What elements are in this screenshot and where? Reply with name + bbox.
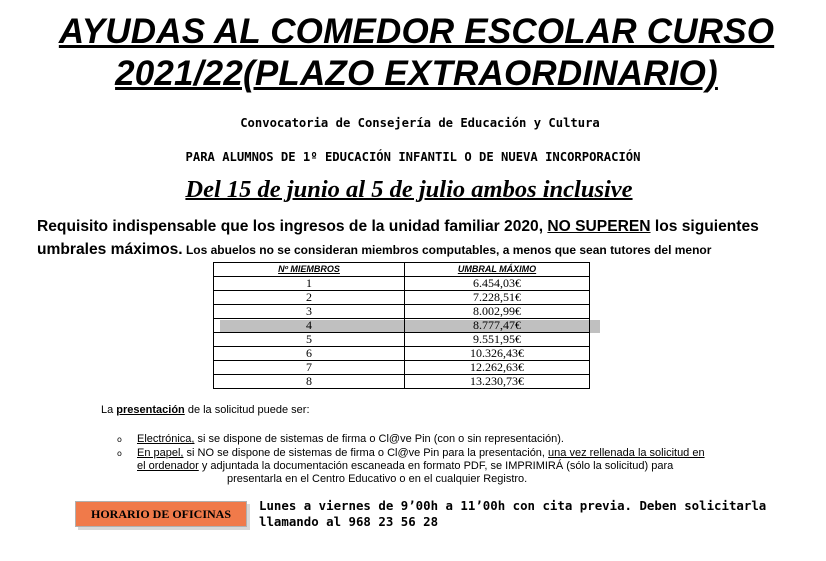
members-cell: 6 bbox=[214, 347, 405, 361]
bullet-paper-marker bbox=[117, 447, 122, 460]
option-paper-line1 bbox=[137, 447, 705, 460]
dates-heading: Del 15 de junio al 5 de julio ambos inclusive bbox=[185, 176, 633, 203]
members-cell: 3 bbox=[214, 305, 405, 319]
bullet-electronic-marker bbox=[117, 433, 122, 446]
no-superen-text: NO SUPEREN bbox=[547, 218, 651, 235]
threshold-cell: 8.777,47€ bbox=[405, 319, 590, 333]
table-row bbox=[214, 291, 590, 305]
paper-link[interactable]: En papel, bbox=[137, 447, 184, 459]
table-row bbox=[214, 277, 590, 291]
members-cell: 1 bbox=[214, 277, 405, 291]
members-cell: 7 bbox=[214, 361, 405, 375]
requirement-line2 bbox=[37, 241, 711, 259]
paper-underlined1: una vez rellenada la solicitud en bbox=[548, 447, 705, 459]
column-header-members: Nº MIEMBROS bbox=[214, 263, 405, 277]
presentation-word: presentación bbox=[116, 404, 185, 416]
threshold-cell: 7.228,51€ bbox=[405, 291, 590, 305]
requirement-part3: umbrales máximos. bbox=[37, 241, 183, 258]
threshold-cell: 13.230,73€ bbox=[405, 375, 590, 389]
presentation-post: de la solicitud puede ser: bbox=[184, 404, 310, 416]
paper-underlined2: el ordenador bbox=[137, 460, 199, 472]
threshold-cell: 9.551,95€ bbox=[405, 333, 590, 347]
requirement-part1: Requisito indispensable que los ingresos de la unidad familiar 2020, bbox=[37, 218, 548, 235]
threshold-cell: 6.454,03€ bbox=[405, 277, 590, 291]
option-paper-line2 bbox=[137, 460, 673, 473]
column-header-threshold: UMBRAL MÁXIMO bbox=[405, 263, 590, 277]
presentation-intro bbox=[101, 404, 310, 416]
paper-text2: y adjuntada la documentación escaneada en formato PDF, se IMPRIMIRÁ (sólo la solicitud) para bbox=[198, 460, 674, 472]
convocatoria-text: Convocatoria de Consejería de Educación y Cultura bbox=[240, 116, 600, 130]
threshold-cell: 10.326,43€ bbox=[405, 347, 590, 361]
bullet-icon: o bbox=[117, 449, 122, 458]
threshold-table bbox=[213, 262, 590, 389]
requirement-line1 bbox=[37, 218, 759, 236]
table-row bbox=[214, 319, 590, 333]
members-cell: 5 bbox=[214, 333, 405, 347]
table-row bbox=[214, 361, 590, 375]
threshold-cell: 12.262,63€ bbox=[405, 361, 590, 375]
table-row bbox=[214, 375, 590, 389]
office-hours-button[interactable] bbox=[75, 501, 247, 527]
option-electronic bbox=[137, 433, 564, 446]
table-row bbox=[214, 333, 590, 347]
table-row bbox=[214, 347, 590, 361]
threshold-cell: 8.002,99€ bbox=[405, 305, 590, 319]
bullet-icon: o bbox=[117, 435, 122, 444]
office-hours-line2: llamando al 968 23 56 28 bbox=[259, 514, 439, 529]
table-header-row bbox=[214, 263, 590, 277]
requirement-note: Los abuelos no se consideran miembros computables, a menos que sean tutores del menor bbox=[182, 243, 712, 257]
office-hours-label: HORARIO DE OFICINAS bbox=[90, 506, 231, 521]
office-hours-text bbox=[259, 498, 781, 530]
electronic-text: si se dispone de sistemas de firma o Cl@ve Pin (con o sin representación). bbox=[194, 433, 564, 445]
office-hours-line1: Lunes a viernes de 9’00h a 11’00h con cita previa. Deben solicitarla bbox=[259, 498, 767, 513]
paper-text1: si NO se dispone de sistemas de firma o Cl@ve Pin para la presentación, bbox=[183, 447, 549, 459]
presentation-pre: La bbox=[101, 404, 117, 416]
audience-text: PARA ALUMNOS DE 1º EDUCACIÓN INFANTIL O DE NUEVA INCORPORACIÓN bbox=[185, 150, 641, 164]
requirement-part2: los siguientes bbox=[650, 218, 759, 235]
table-row bbox=[214, 305, 590, 319]
members-cell: 8 bbox=[214, 375, 405, 389]
electronic-link[interactable]: Electrónica, bbox=[137, 433, 195, 445]
page-title-line2: 2021/22(PLAZO EXTRAORDINARIO) bbox=[115, 54, 718, 93]
members-cell: 4 bbox=[214, 319, 405, 333]
option-paper-line3: presentarla en el Centro Educativo o en el cualquier Registro. bbox=[227, 473, 528, 485]
members-cell: 2 bbox=[214, 291, 405, 305]
page-title-line1: AYUDAS AL COMEDOR ESCOLAR CURSO bbox=[58, 12, 775, 51]
